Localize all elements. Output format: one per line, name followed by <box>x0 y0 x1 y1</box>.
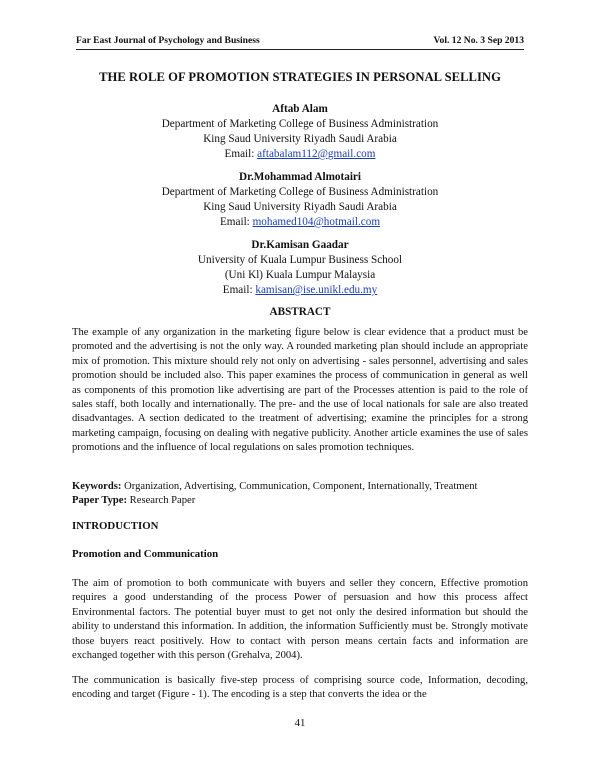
paper-title: THE ROLE OF PROMOTION STRATEGIES IN PERSONAL SELLING <box>99 70 501 84</box>
author-department: Department of Marketing College of Business Administration <box>161 118 439 130</box>
author-department: University of Kuala Lumpur Business School <box>197 254 403 266</box>
email-label: Email: <box>219 216 253 228</box>
author-organization: King Saud University Riyadh Saudi Arabia <box>203 133 397 145</box>
abstract-heading: ABSTRACT <box>269 306 331 318</box>
author-name: Aftab Alam <box>272 103 328 115</box>
running-header <box>76 35 524 46</box>
keywords-block <box>72 480 528 508</box>
author-email-line <box>100 147 500 162</box>
author-department: Department of Marketing College of Business Administration <box>161 186 439 198</box>
author-email-link[interactable]: aftabalam112@gmail.com <box>257 148 376 160</box>
email-label: Email: <box>222 284 256 296</box>
section-heading-introduction: INTRODUCTION <box>72 520 159 532</box>
author-block-3 <box>100 238 500 298</box>
keywords-label: Keywords: <box>72 481 122 492</box>
section-heading-promotion: Promotion and Communication <box>72 548 219 560</box>
paper-type-value: Research Paper <box>127 495 196 506</box>
abstract-text: The example of any organization in the marketing figure below is clear evidence that a product must be promoted and the advertising is not the only way. A rounded marketing plan should include an appropriate mix of promotion. This mixture should rely not only on advertising - sales personnel, advertising and sales promotion should be included also. This paper examines the process of communication in general as well as components of this promotion like advertising are part of the Processes attention is paid to the role of sales staff, both locally and internationally. The pre- and the use of local nationals for sale are also treated disadvantages. A section dedicated to the treatment of advertising; examine the principles for a strong marketing campaign, focusing on dealing with negative publicity. Another article examines the use of sales promotions and the influence of local regulations on sales promotion techniques. <box>72 327 528 454</box>
body-paragraph: The communication is basically five-step process of comprising source code, Information, decoding, encoding and target (Figure - 1). The encoding is a step that converts the idea or the <box>72 675 528 701</box>
header-rule <box>76 49 524 50</box>
page-number: 41 <box>294 717 306 729</box>
paper-type-line <box>72 494 528 508</box>
author-name: Dr.Kamisan Gaadar <box>251 239 349 251</box>
author-organization: (Uni Kl) Kuala Lumpur Malaysia <box>224 269 376 281</box>
author-email-line <box>100 283 500 298</box>
keywords-line <box>72 480 528 494</box>
keywords-text: Organization, Advertising, Communication, Component, Internationally, Treatment <box>121 481 478 492</box>
author-block-1 <box>100 102 500 162</box>
author-name: Dr.Mohammad Almotairi <box>238 171 362 183</box>
email-label: Email: <box>224 148 258 160</box>
paper-type-label: Paper Type: <box>72 495 128 506</box>
author-email-line <box>100 215 500 230</box>
body-paragraph: The aim of promotion to both communicate with buyers and seller they concern, Effective promotion requires a good understanding of the process Power of persuasion and how this process affect Environmental factors. The potential buyer must to get not only the desired information but should the ability to understand this information. In addition, the information Sufficiently must be. Strongly motivate those buyers react positively. How to contact with person means certain facts and information are exchanged together with this person (Grehalva, 2004). <box>72 578 528 662</box>
issue-info: Vol. 12 No. 3 Sep 2013 <box>433 35 524 46</box>
author-organization: King Saud University Riyadh Saudi Arabia <box>203 201 397 213</box>
author-block-2 <box>100 170 500 230</box>
author-email-link[interactable]: kamisan@ise.unikl.edu.my <box>255 284 378 296</box>
author-email-link[interactable]: mohamed104@hotmail.com <box>252 216 381 228</box>
journal-name: Far East Journal of Psychology and Business <box>76 35 260 46</box>
